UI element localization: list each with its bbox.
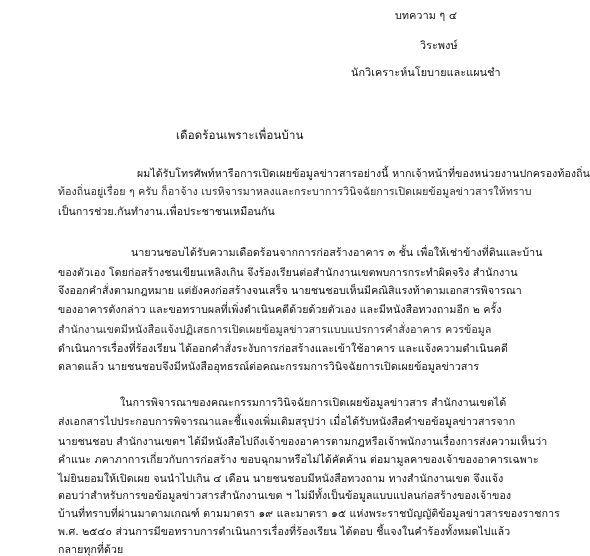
- intro-line: ท้องถิ่นอยู่เรื่อย ๆ ครับ ก็อาจ้าง เบรหิจารมาหลงและกระบาการวินิจฉัยการเปิดเผยข้อมูลข่าวสารให้ทราบ: [58, 186, 532, 198]
- body-line: ส่งเอกสารไปประกอบการพิจารณาและชี้แจงเพิ่มเติมสรุปว่า เมื่อได้รับหนังสือคำขอข้อมูลข่าวสารจาก: [58, 416, 516, 428]
- body-line: คำแนะ ภคาภาการเกี่ยวกับการก่อสร้าง ขอบฉุกมาหรือไม่ได้คัดค้าน ต่อมามูลคาของเจ้าของอาคารเฉพาะ: [58, 454, 539, 466]
- body-line: นายวนชอบได้รับความเดือดร้อนจากการก่อสร้างอาคาร ๓ ชั้น เพื่อให้เช่าข้างที่ดินและบ้าน: [131, 247, 543, 259]
- body-line: ไม่ยินยอมให้เปิดเผย จนนำไปเกิน ๔ เดือน นายชนชอบมีหนังสือทวงถาม ทางสำนักงานเขต จึงแจ้ง: [58, 473, 504, 485]
- body-line: สำนักงานเขตมีหนังสือแจ้งปฏิเสธการเปิดเผยข้อมูลข่าวสารแบบแปรการคำสั่งอาคาร ควรข้อมูล: [58, 324, 492, 336]
- article-title: เดือดร้อนเพราะเพื่อนบ้าน: [176, 128, 304, 142]
- issue-label: บทความ ๆ ๔: [395, 9, 458, 22]
- body-line: บ้านที่ทราบที่ผ่านมาตามเกณฑ์ ตามมาตรา ๑๙ และมาตรา ๑๕ แห่งพระราชบัญญัติข้อมูลข่าวสารของราชการ: [58, 508, 560, 520]
- body-line: พ.ศ. ๒๕๔๐ ส่วนการมีขอทราบการดำเนินการเรื่องที่ร้องเรียน ได้ตอบ ชี้แจงในคำร้องทั้งหมดไปแล้ว: [58, 526, 511, 538]
- body-line: นายชนชอบ สำนักงานเขตฯ ได้มีหนังสือไปถึงเจ้าของอาคารตามกฎหรือเจ้าพนักงานเรื่องการส่งความเห็นว่า: [58, 436, 548, 448]
- author-label: วิระพงษ์: [420, 39, 458, 52]
- organization-label: นักวิเคราะห์นโยบายและแผนชำ: [351, 66, 501, 79]
- body-line: ในการพิจารณาของคณะกรรมการวินิจฉัยการเปิดเผยข้อมูลข่าวสาร สำนักงานเขตได้: [120, 397, 507, 409]
- body-line: จึงออกคำสั่งตามกฎหมาย แต่ยังคงก่อสร้างจนเสร็จ นายชนชอบเห็นมีคณิสิแรงท้าดามเอกสารพิจารณา: [58, 285, 522, 297]
- body-line: ดำเนินการเรื่องที่ร้องเรียน ได้ออกคำสั่งระงับการก่อสร้างและเข้าใช้อาคาร และแจ้งความดำเนินคดี: [58, 343, 508, 355]
- body-line: ของอาคารดังกล่าว และขอทราบผลที่เพิ่งดำเนินคดีด้วยด้วยตัวเอง และมีหนังสือทวงถามอีก ๒ ครั้ง: [58, 304, 502, 316]
- body-line: ของตัวเอง โดยก่อสร้างชนเขียนเหลิงเกิน จึงร้องเรียนต่อสำนักงานเขตพบการกระทำผิดจริง สำนักงาน: [58, 267, 518, 279]
- intro-line: ผมได้รับโทรศัพท์หารือการเปิดเผยข้อมูลข่าวสารอย่างนี้ หากเจ้าหน้าที่ของหน่วยงานปกครองท้องถิ่น: [137, 168, 590, 180]
- body-line: ตลาดแล้ว นายชนชอบจึงมีหนังสืออุทธรณ์ต่อคณะกรรมการวินิจฉัยการเปิดเผยข้อมูลข่าวสาร: [58, 361, 480, 373]
- body-line: ตอบว่าสำหรับการขอข้อมูลข่าวสารสำนักงานเขต ฯ ไม่มีทั้งเป็นข้อมูลแบบแปลนก่อสร้างของเจ้าของ: [58, 490, 512, 502]
- body-line: กลายทุกที่ด้วย: [58, 544, 124, 556]
- intro-line: เป็นการช่วย.กันทำงาน.เพื่อประชาชนเหมือนกัน: [58, 206, 275, 218]
